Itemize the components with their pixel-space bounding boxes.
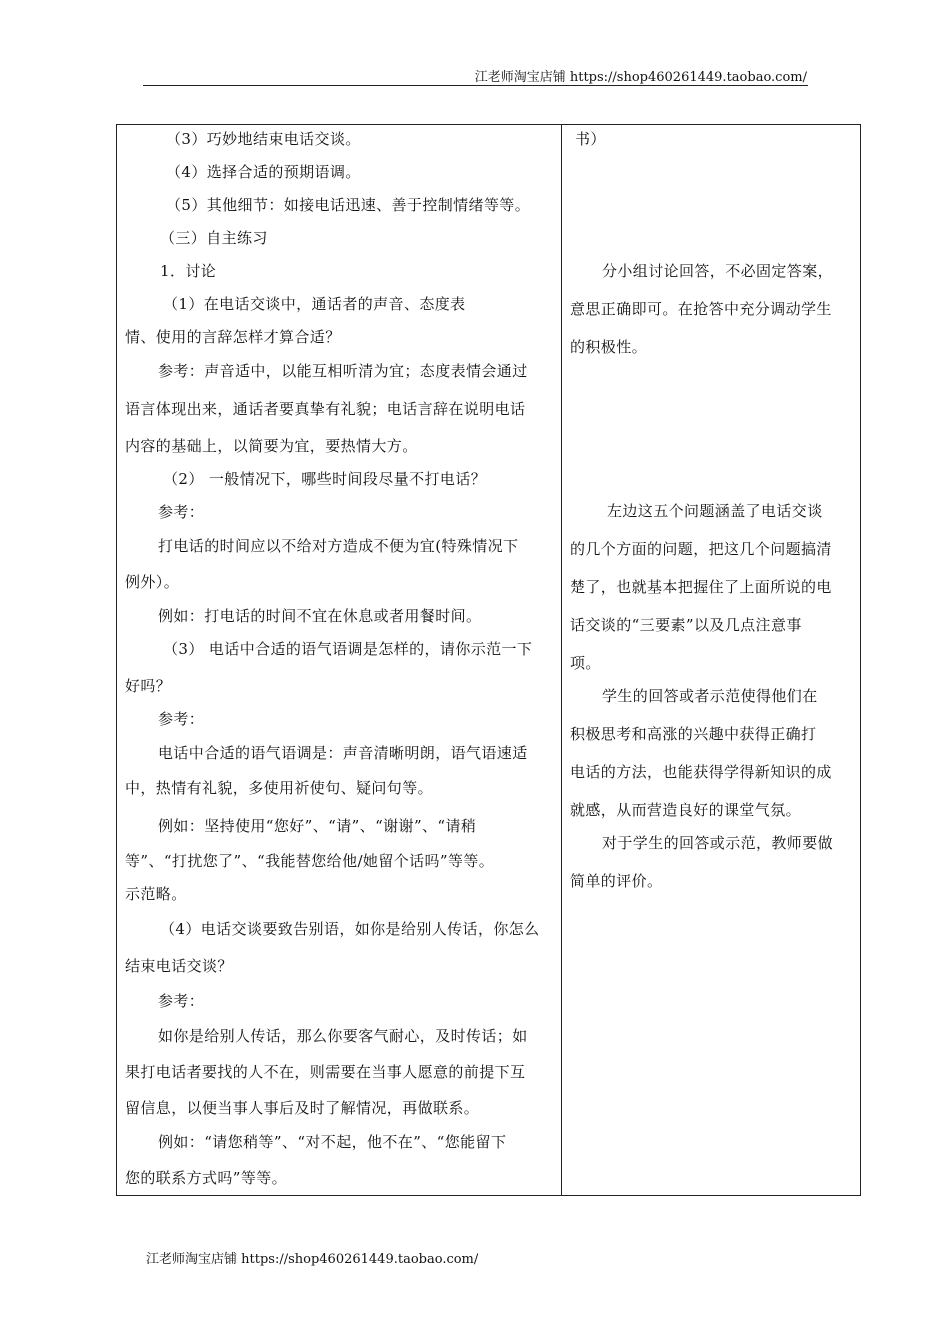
- left-line: （三）自主练习: [160, 229, 268, 247]
- left-line: （1）在电话交谈中，通话者的声音、态度表: [163, 295, 466, 313]
- right-line: 的几个方面的问题，把这几个问题搞清: [570, 540, 832, 558]
- left-line: 语言体现出来，通话者要真挚有礼貌；电话言辞在说明电话: [125, 400, 526, 418]
- right-line: 话交谈的“三要素”以及几点注意事: [570, 616, 802, 634]
- left-line: （3） 电话中合适的语气语调是怎样的，请你示范一下: [163, 640, 533, 658]
- right-line: 学生的回答或者示范使得他们在: [602, 687, 818, 705]
- left-line: 参考：声音适中，以能互相听清为宜；态度表情会通过: [158, 362, 528, 380]
- left-line: 1．讨论: [160, 262, 217, 280]
- right-line: 电话的方法，也能获得学得新知识的成: [570, 763, 832, 781]
- left-line: （5）其他细节：如接电话迅速、善于控制情绪等等。: [166, 196, 531, 214]
- left-line: 您的联系方式吗”等等。: [125, 1169, 288, 1187]
- left-line: 结束电话交谈？: [125, 957, 233, 975]
- right-line: 对于学生的回答或示范，教师要做: [602, 834, 834, 852]
- right-line: 分小组讨论回答，不必固定答案，: [602, 262, 834, 280]
- left-line: 电话中合适的语气语调是：声音清晰明朗，语气语速适: [158, 744, 528, 762]
- left-line: 内容的基础上，以简要为宜，要热情大方。: [125, 437, 418, 455]
- left-line: 例如：打电话的时间不宜在休息或者用餐时间。: [158, 607, 482, 625]
- left-line: （4）选择合适的预期语调。: [166, 163, 361, 181]
- header-shop-link[interactable]: 江老师淘宝店铺 https://shop460261449.taobao.com/: [474, 70, 807, 85]
- right-line: 的积极性。: [570, 338, 648, 356]
- left-line: 参考：: [158, 710, 205, 728]
- left-line: 参考：: [158, 992, 205, 1010]
- left-line: 例如：坚持使用“您好”、“请”、“谢谢”、“请稍: [158, 817, 477, 835]
- left-line: 果打电话者要找的人不在，则需要在当事人愿意的前提下互: [125, 1063, 526, 1081]
- left-line: 如你是给别人传话，那么你要客气耐心，及时传话；如: [158, 1027, 528, 1045]
- left-line: 中，热情有礼貌，多使用祈使句、疑问句等。: [125, 779, 434, 797]
- left-line: （3）巧妙地结束电话交谈。: [166, 130, 361, 148]
- left-line: （2） 一般情况下，哪些时间段尽量不打电话？: [163, 470, 487, 488]
- left-line: 示范略。: [125, 885, 187, 903]
- left-line: 例如：“请您稍等”、“对不起，他不在”、“您能留下: [158, 1133, 507, 1151]
- right-line: 就感，从而营造良好的课堂气氛。: [570, 801, 802, 819]
- left-line: （4）电话交谈要致告别语，如你是给别人传话，你怎么: [160, 920, 540, 938]
- right-line: 积极思考和高涨的兴趣中获得正确打: [570, 725, 817, 743]
- right-line: 项。: [570, 654, 601, 672]
- right-line: 楚了，也就基本把握住了上面所说的电: [570, 578, 832, 596]
- left-line: 情、使用的言辞怎样才算合适？: [125, 328, 341, 346]
- left-line: 打电话的时间应以不给对方造成不便为宜(特殊情况下: [158, 537, 519, 555]
- lesson-table: [116, 124, 861, 1196]
- left-line: 参考：: [158, 503, 205, 521]
- column-divider: [561, 125, 562, 1195]
- footer-shop-link[interactable]: 江老师淘宝店铺 https://shop460261449.taobao.com/: [146, 1252, 479, 1267]
- header-rule: [143, 85, 808, 86]
- right-line: 意思正确即可。在抢答中充分调动学生: [570, 300, 832, 318]
- right-line: 书）: [575, 130, 606, 148]
- right-line: 简单的评价。: [570, 872, 663, 890]
- left-line: 例外）。: [125, 573, 180, 591]
- left-line: 等”、“打扰您了”、“我能替您给他/她留个话吗”等等。: [125, 852, 495, 870]
- left-line: 留信息，以便当事人事后及时了解情况，再做联系。: [125, 1099, 480, 1117]
- left-line: 好吗？: [125, 677, 172, 695]
- right-line: 左边这五个问题涵盖了电话交谈: [607, 502, 823, 520]
